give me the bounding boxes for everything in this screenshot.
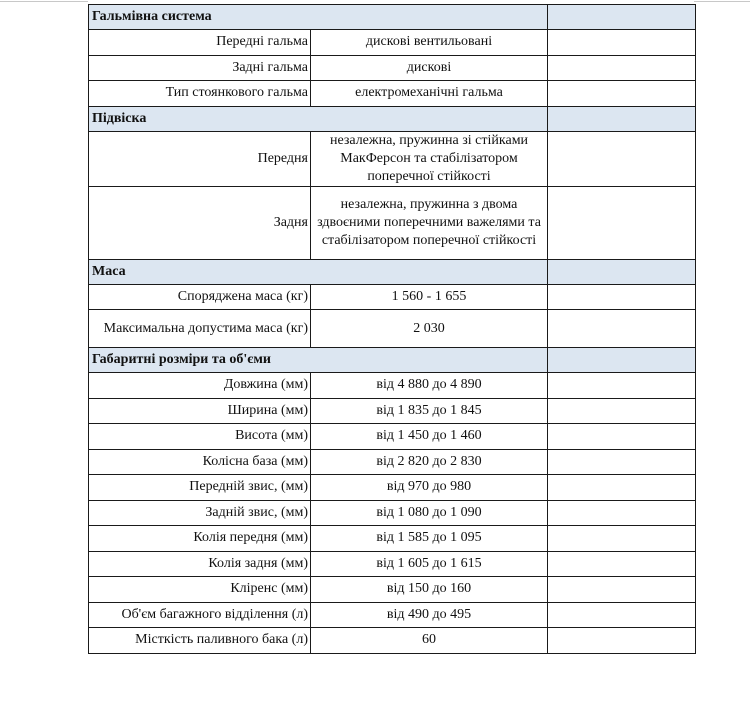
row-label: Максимальна допустима маса (кг) <box>89 310 311 348</box>
row-label: Довжина (мм) <box>89 373 311 399</box>
blank-cell <box>548 106 696 131</box>
row-value: дискові <box>311 55 548 81</box>
row-value: від 1 080 до 1 090 <box>311 500 548 526</box>
row-value: 60 <box>311 628 548 654</box>
row-value: від 150 до 160 <box>311 577 548 603</box>
spec-table <box>88 4 696 654</box>
table-row <box>89 373 696 399</box>
section-title: Гальмівна система <box>89 5 548 30</box>
row-value: незалежна, пружинна з двома здвоєними поперечними важелями та стабілізатором поперечної стійкості <box>311 186 548 259</box>
table-row <box>89 30 696 56</box>
table-row <box>89 81 696 107</box>
blank-cell <box>548 30 696 56</box>
table-row <box>89 424 696 450</box>
row-label: Висота (мм) <box>89 424 311 450</box>
table-row <box>89 284 696 310</box>
row-value: 1 560 - 1 655 <box>311 284 548 310</box>
blank-cell <box>548 81 696 107</box>
section-header-dimensions <box>89 348 696 373</box>
table-row <box>89 131 696 186</box>
row-label: Колісна база (мм) <box>89 449 311 475</box>
row-value: від 490 до 495 <box>311 602 548 628</box>
row-value: від 970 до 980 <box>311 475 548 501</box>
row-label: Задня <box>89 186 311 259</box>
row-value: електромеханічні гальма <box>311 81 548 107</box>
row-value: від 1 605 до 1 615 <box>311 551 548 577</box>
section-header-mass <box>89 259 696 284</box>
table-row <box>89 475 696 501</box>
row-label: Об'єм багажного відділення (л) <box>89 602 311 628</box>
row-value: від 2 820 до 2 830 <box>311 449 548 475</box>
row-value: дискові вентильовані <box>311 30 548 56</box>
blank-cell <box>548 475 696 501</box>
row-label: Передні гальма <box>89 30 311 56</box>
table-row <box>89 186 696 259</box>
table-row <box>89 310 696 348</box>
row-value: незалежна, пружинна зі стійками МакФерсон та стабілізатором поперечної стійкості <box>311 131 548 186</box>
row-label: Передній звис, (мм) <box>89 475 311 501</box>
blank-cell <box>548 628 696 654</box>
blank-cell <box>548 424 696 450</box>
table-row <box>89 526 696 552</box>
table-row <box>89 577 696 603</box>
table-row <box>89 398 696 424</box>
blank-cell <box>548 526 696 552</box>
blank-cell <box>548 500 696 526</box>
blank-cell <box>548 5 696 30</box>
row-value: від 1 835 до 1 845 <box>311 398 548 424</box>
row-value: від 1 585 до 1 095 <box>311 526 548 552</box>
section-header-brakes <box>89 5 696 30</box>
row-value: від 1 450 до 1 460 <box>311 424 548 450</box>
blank-cell <box>548 55 696 81</box>
row-label: Споряджена маса (кг) <box>89 284 311 310</box>
blank-cell <box>548 373 696 399</box>
table-row <box>89 55 696 81</box>
row-label: Колія передня (мм) <box>89 526 311 552</box>
blank-cell <box>548 259 696 284</box>
table-row <box>89 449 696 475</box>
row-label: Кліренс (мм) <box>89 577 311 603</box>
table-row <box>89 628 696 654</box>
blank-cell <box>548 284 696 310</box>
row-value: 2 030 <box>311 310 548 348</box>
blank-cell <box>548 348 696 373</box>
table-row <box>89 551 696 577</box>
blank-cell <box>548 398 696 424</box>
row-label: Колія задня (мм) <box>89 551 311 577</box>
row-label: Задні гальма <box>89 55 311 81</box>
blank-cell <box>548 186 696 259</box>
row-label: Задній звис, (мм) <box>89 500 311 526</box>
row-value: від 4 880 до 4 890 <box>311 373 548 399</box>
blank-cell <box>548 551 696 577</box>
row-label: Місткість паливного бака (л) <box>89 628 311 654</box>
page-edge-line <box>0 1 88 2</box>
blank-cell <box>548 577 696 603</box>
section-header-suspension <box>89 106 696 131</box>
blank-cell <box>548 602 696 628</box>
page-edge-line <box>694 1 750 2</box>
blank-cell <box>548 310 696 348</box>
row-label: Передня <box>89 131 311 186</box>
blank-cell <box>548 131 696 186</box>
table-row <box>89 602 696 628</box>
section-title: Підвіска <box>89 106 548 131</box>
table-row <box>89 500 696 526</box>
section-title: Габаритні розміри та об'єми <box>89 348 548 373</box>
row-label: Тип стоянкового гальма <box>89 81 311 107</box>
row-label: Ширина (мм) <box>89 398 311 424</box>
section-title: Маса <box>89 259 548 284</box>
blank-cell <box>548 449 696 475</box>
